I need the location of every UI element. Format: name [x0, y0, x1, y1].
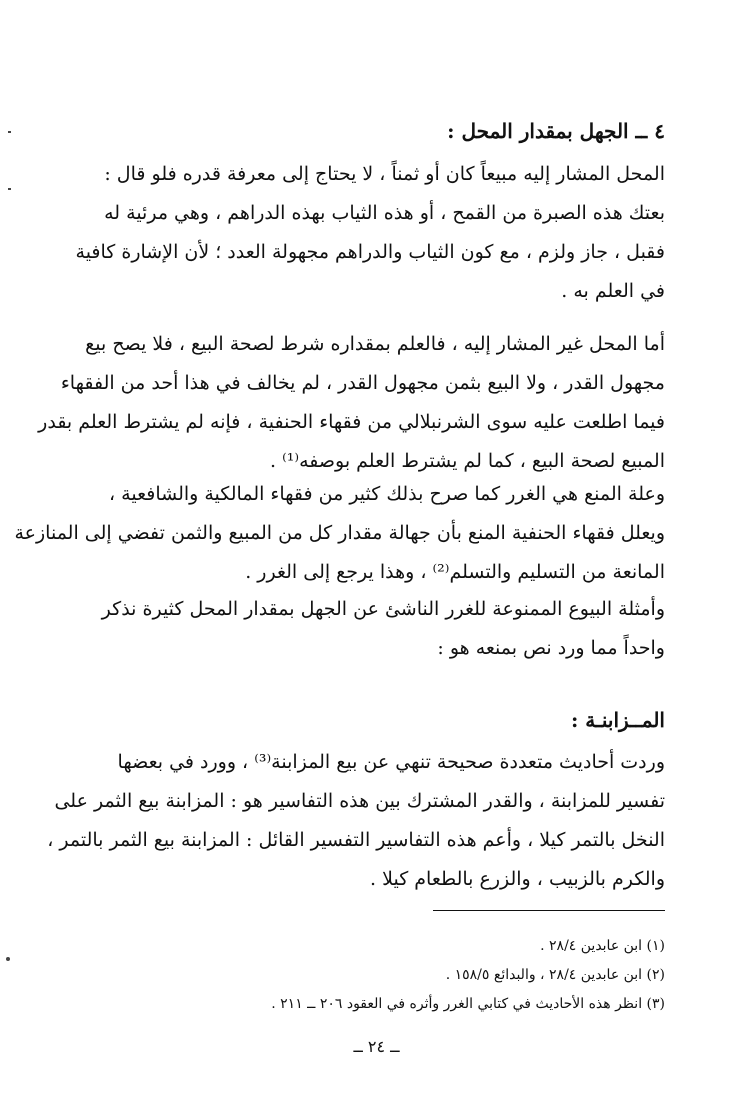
paragraph-1: [75, 155, 665, 311]
footnote-1: (١) ابن عابدين ٢٨/٤ .: [540, 938, 665, 954]
text-line: وأمثلة البيوع الممنوعة للغرر الناشئ عن الجهل بمقدار المحل كثيرة نذكر: [101, 598, 665, 620]
page-number: ــ ٢٤ ــ: [353, 1037, 400, 1056]
text-line: المانعة من التسليم والتسلم⁽²⁾ ، وهذا يرجع إلى الغرر .: [245, 561, 665, 583]
text-line: أما المحل غير المشار إليه ، فالعلم بمقداره شرط لصحة البيع ، فلا يصح بيع: [85, 333, 665, 355]
paragraph-2: [38, 325, 665, 481]
text-line: واحداً مما ورد نص بمنعه هو :: [437, 637, 665, 659]
text-line: المحل المشار إليه مبيعاً كان أو ثمناً ، لا يحتاج إلى معرفة قدره فلو قال :: [104, 163, 665, 185]
footnote-2: (٢) ابن عابدين ٢٨/٤ ، والبدائع ١٥٨/٥ .: [445, 967, 665, 983]
margin-speck: [6, 957, 10, 961]
footnote-separator: [433, 910, 665, 911]
footnote-3: (٣) انظر هذه الأحاديث في كتابي الغرر وأثره في العقود ٢٠٦ ــ ٢١١ .: [271, 996, 665, 1012]
text-line: تفسير للمزابنة ، والقدر المشترك بين هذه التفاسير هو : المزابنة بيع الثمر على: [54, 790, 665, 812]
text-line: فقبل ، جاز ولزم ، مع كون الثياب والدراهم مجهولة العدد ؛ لأن الإشارة كافية: [75, 241, 665, 263]
text-line: بعتك هذه الصبرة من القمح ، أو هذه الثياب بهذه الدراهم ، وهي مرئية له: [104, 202, 665, 224]
text-line: المبيع لصحة البيع ، كما لم يشترط العلم بوصفه⁽¹⁾ .: [270, 450, 665, 472]
text-line: وعلة المنع هي الغرر كما صرح بذلك كثير من فقهاء المالكية والشافعية ،: [108, 483, 665, 505]
footnotes: [80, 932, 665, 1019]
paragraph-5: [47, 743, 665, 899]
text-line: مجهول القدر ، ولا البيع بثمن مجهول القدر ، لم يخالف في هذا أحد من الفقهاء: [60, 372, 665, 394]
text-line: والكرم بالزبيب ، والزرع بالطعام كيلا .: [370, 868, 665, 890]
text-line: ويعلل فقهاء الحنفية المنع بأن جهالة مقدار كل من المبيع والثمن تفضي إلى المنازعة: [14, 522, 665, 544]
text-line: وردت أحاديث متعددة صحيحة تنهي عن بيع المزابنة⁽³⁾ ، وورد في بعضها: [117, 751, 665, 773]
section-heading-ignorance-of-quantity: ٤ ــ الجهل بمقدار المحل :: [447, 119, 665, 143]
paragraph-3: [14, 475, 665, 592]
margin-speck: [8, 131, 11, 133]
text-line: فيما اطلعت عليه سوى الشرنبلالي من فقهاء الحنفية ، فإنه لم يشترط العلم بقدر: [38, 411, 665, 433]
section-heading-muzabana: المــزابنـة :: [570, 708, 665, 732]
text-line: في العلم به .: [561, 280, 665, 302]
margin-speck: [8, 188, 11, 190]
text-line: النخل بالتمر كيلا ، وأعم هذه التفاسير التفسير القائل : المزابنة بيع الثمر بالتمر ،: [47, 829, 665, 851]
paragraph-4: [80, 590, 665, 668]
